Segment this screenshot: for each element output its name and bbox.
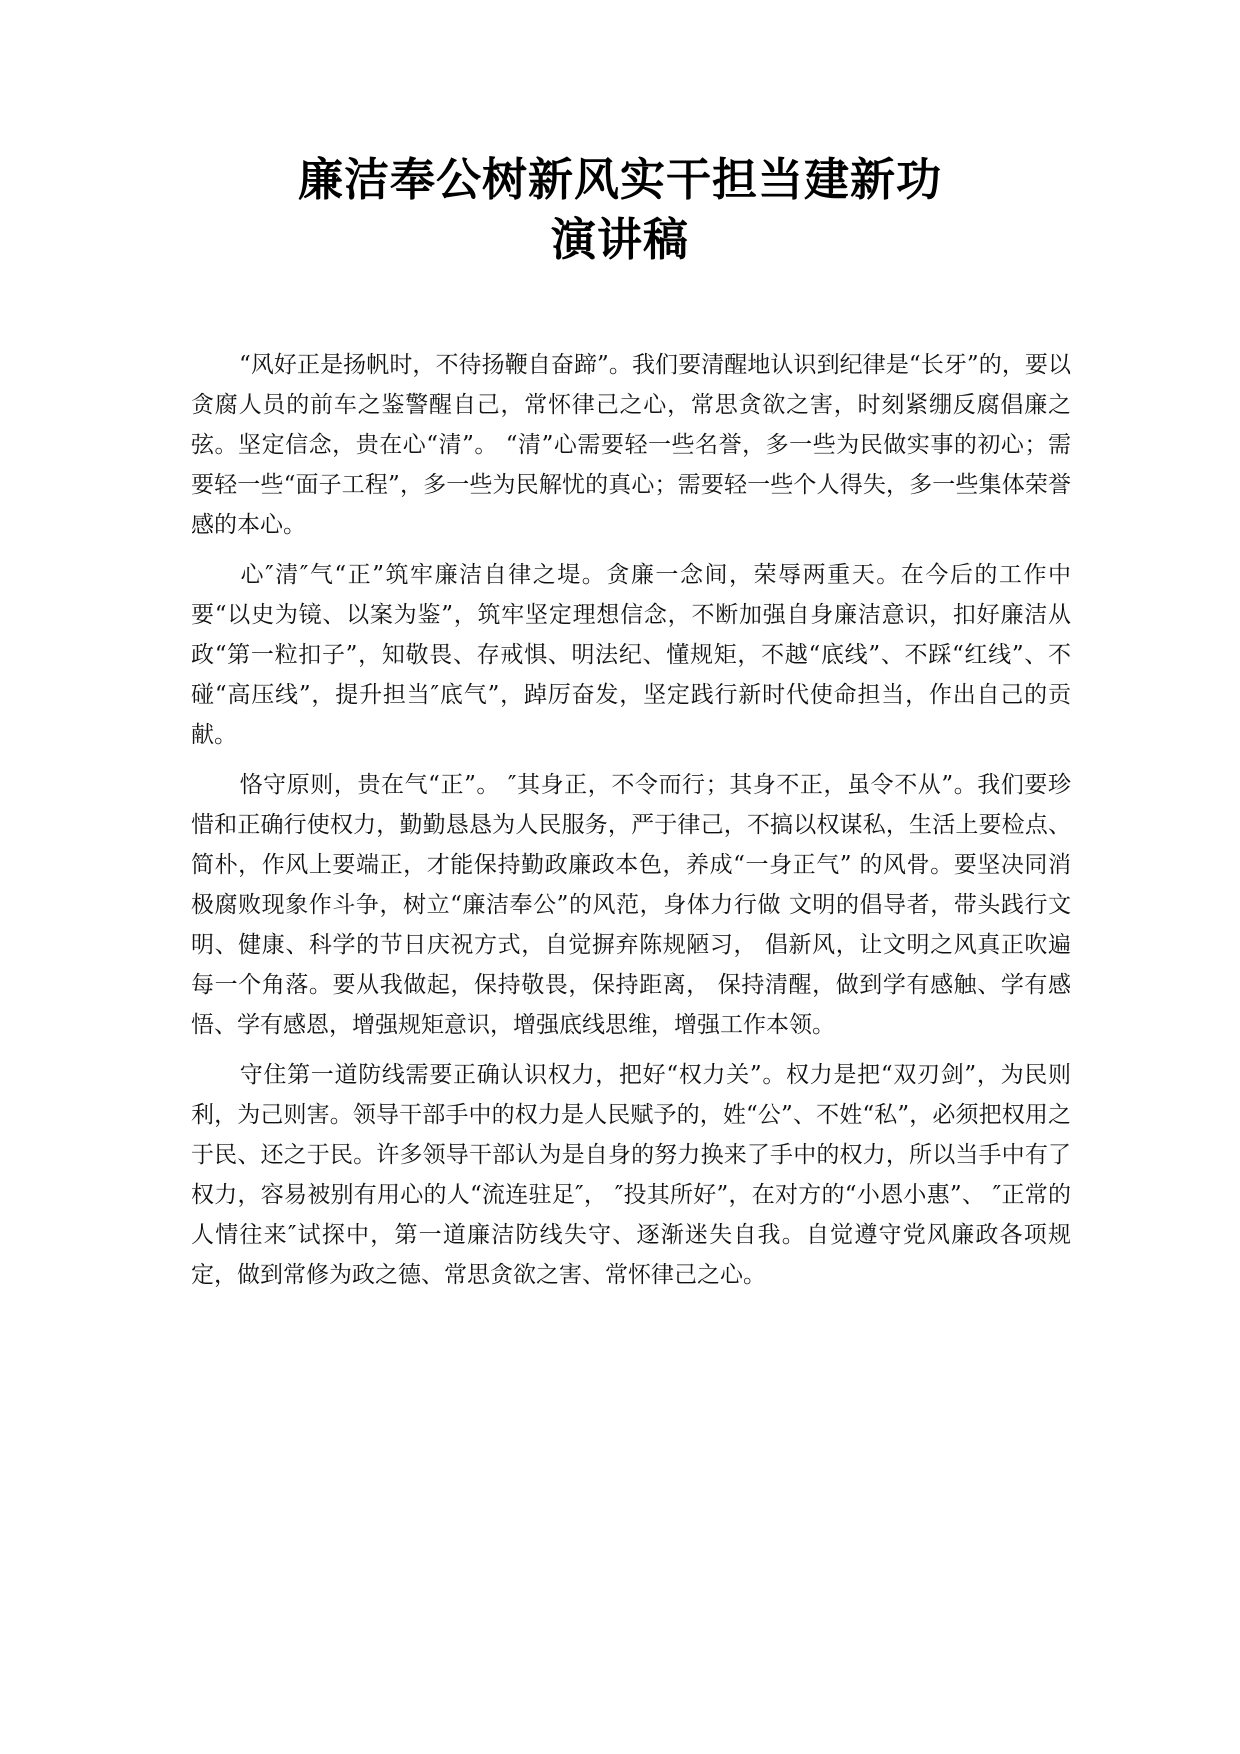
document-body — [191, 345, 1071, 1305]
paragraph-2-text: 心″清″气“正”筑牢廉洁自律之堤。贪廉一念间，荣辱两重天。在今后的工作中要“以史为镜、以案为鉴”，筑牢坚定理想信念，不断加强自身廉洁意识，扣好廉洁从政“第一粒扣子”，知敬畏、存戒惧、明法纪、懂规矩，不越“底线”、不踩“红线”、不碰“高压线”，提升担当″底气”，踔厉奋发，坚定践行新时代使命担当，作出自己的贡献。 — [191, 562, 1071, 748]
paragraph-4 — [191, 1055, 1071, 1295]
paragraph-2 — [191, 555, 1071, 755]
document-title — [0, 150, 1240, 270]
title-line-1: 廉洁奉公树新风实干担当建新功 — [297, 153, 942, 206]
title-line-2: 演讲稿 — [550, 213, 689, 266]
paragraph-4-text: 守住第一道防线需要正确认识权力，把好“权力关”。权力是把“双刃剑”，为民则利，为己则害。领导干部手中的权力是人民赋予的，姓“公”、不姓“私”，必须把权用之于民、还之于民。许多领导干部认为是自身的努力换来了手中的权力，所以当手中有了权力，容易被别有用心的人“流连驻足″， ″投其所好”，在对方的“小恩小惠”、 ″正常的人情往来″试探中，第一道廉洁防线失守、逐渐迷失自我。自觉遵守党风廉政各项规定，做到常修为政之德、常思贪欲之害、常怀律己之心。 — [191, 1062, 1071, 1288]
paragraph-1 — [191, 345, 1071, 545]
paragraph-3-text: 恪守原则，贵在气“正”。 ″其身正，不令而行；其身不正，虽令不从”。我们要珍惜和正确行使权力，勤勤恳恳为人民服务，严于律己，不搞以权谋私，生活上要检点、简朴，作风上要端正，才能保持勤政廉政本色，养成“一身正气” 的风骨。要坚决同消极腐败现象作斗争，树立“廉洁奉公”的风范，身体力行做 文明的倡导者，带头践行文明、健康、科学的节日庆祝方式，自觉摒弃陈规陋习， 倡新风，让文明之风真正吹遍每一个角落。要从我做起，保持敬畏，保持距离， 保持清醒，做到学有感触、学有感悟、学有感恩，增强规矩意识，增强底线思维，增强工作本领。 — [191, 772, 1071, 1038]
paragraph-3 — [191, 765, 1071, 1045]
paragraph-1-text: “风好正是扬帆时，不待扬鞭自奋蹄”。我们要清醒地认识到纪律是“长牙”的，要以贪腐人员的前车之鉴警醒自己，常怀律己之心，常思贪欲之害，时刻紧绷反腐倡廉之弦。坚定信念，贵在心“清”。 “清”心需要轻一些名誉，多一些为民做实事的初心；需要轻一些“面子工程”，多一些为民解忧的真心；需要轻一些个人得失，多一些集体荣誉感的本心。 — [191, 352, 1071, 538]
